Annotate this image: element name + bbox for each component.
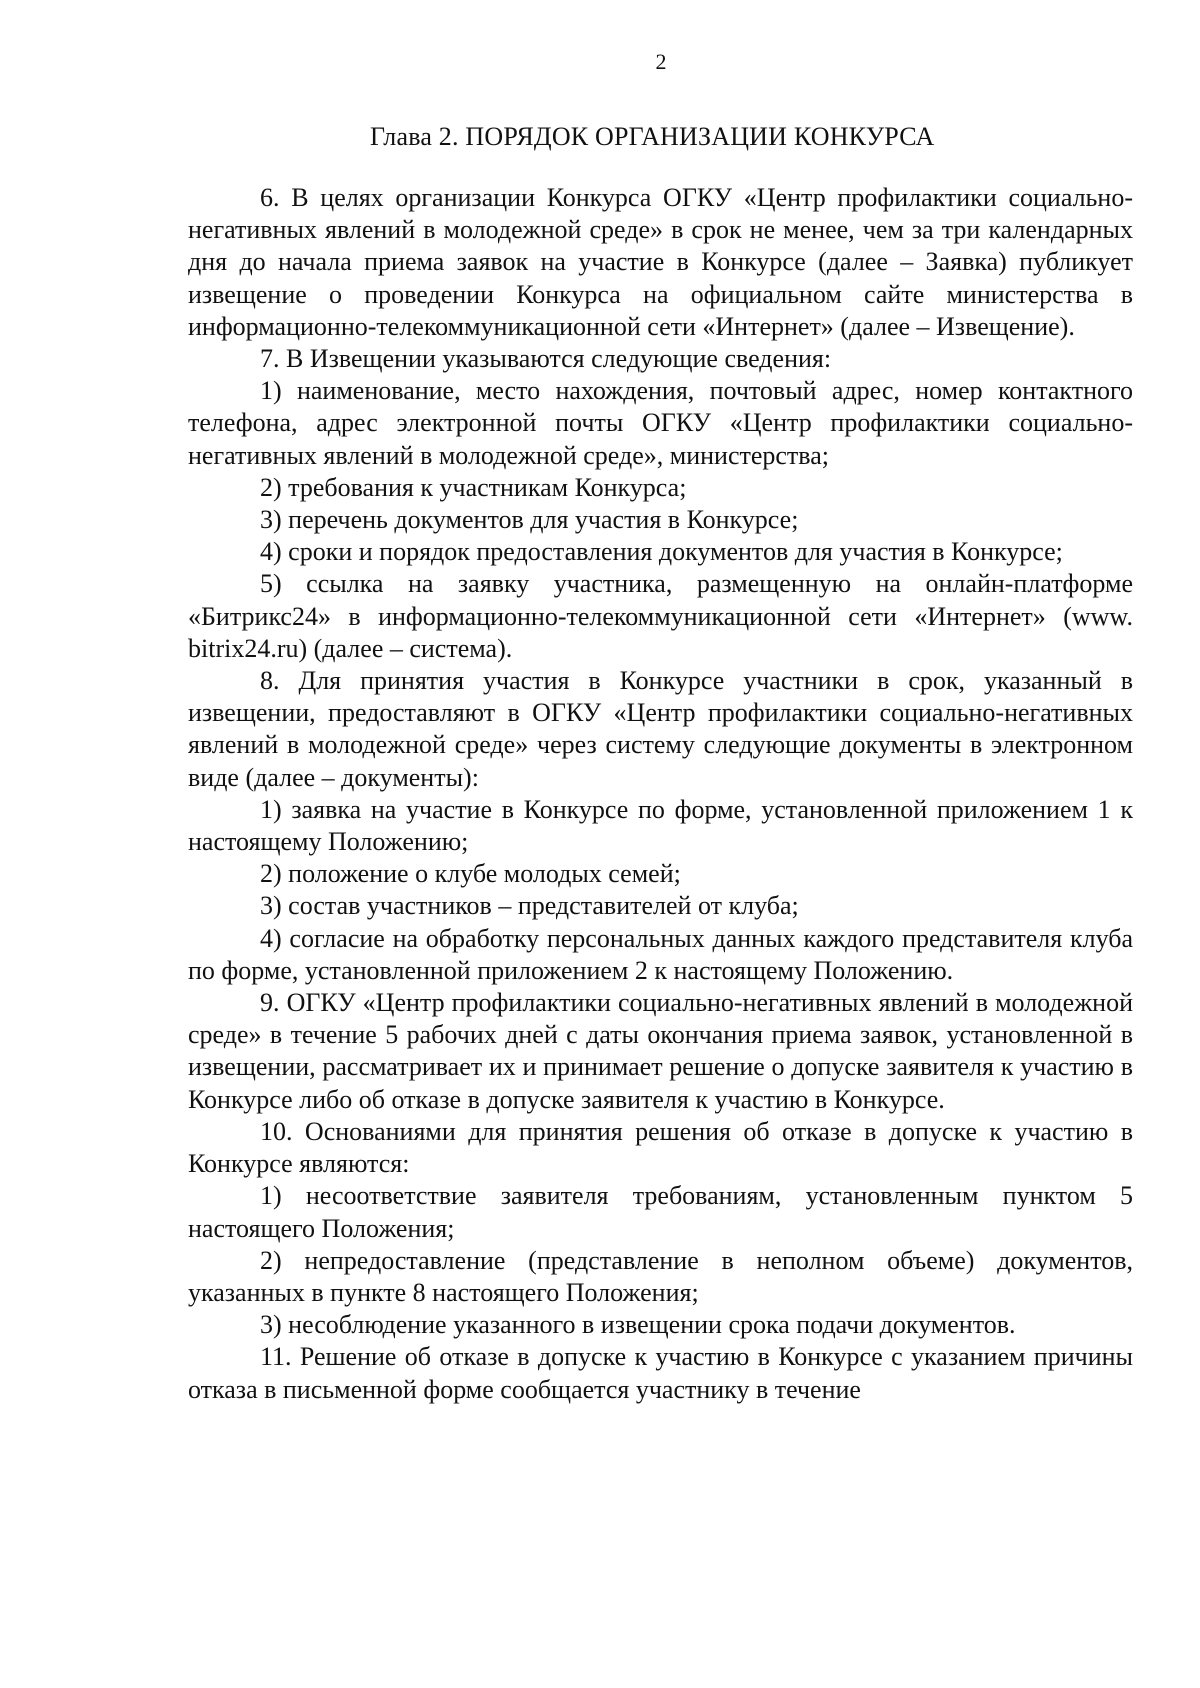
document-body bbox=[188, 182, 1133, 1406]
paragraph-8: 8. Для принятия участия в Конкурсе участники в срок, указанный в извещении, предоставляют в ОГКУ «Центр профилактики социально-негативных явлений в молодежной среде» через систему следующие документы в электронном виде (далее – документы): bbox=[188, 666, 1133, 792]
paragraph-10-item-1: 1) несоответствие заявителя требованиям, установленным пунктом 5 настоящего Положения; bbox=[188, 1181, 1133, 1243]
paragraph-7-item-1: 1) наименование, место нахождения, почтовый адрес, номер контактного телефона, адрес электронной почты ОГКУ «Центр профилактики социально-негативных явлений в молодежной среде», министерства; bbox=[188, 376, 1133, 470]
paragraph-10: 10. Основаниями для принятия решения об отказе в допуске к участию в Конкурсе являются: bbox=[188, 1116, 1133, 1179]
chapter-title: Глава 2. ПОРЯДОК ОРГАНИЗАЦИИ КОНКУРСА bbox=[370, 122, 935, 151]
paragraph-10-item-2: 2) непредоставление (представление в неполном объеме) документов, указанных в пункте 8 настоящего Положения; bbox=[188, 1245, 1133, 1307]
paragraph-9: 9. ОГКУ «Центр профилактики социально-негативных явлений в молодежной среде» в течение 5 рабочих дней с даты окончания приема заявок, установленной в извещении, рассматривает их и принимает решение о допуске заявителя к участию в Конкурсе либо об отказе в допуске заявителя к участию в Конкурсе. bbox=[188, 988, 1133, 1114]
paragraph-11: 11. Решение об отказе в допуске к участию в Конкурсе с указанием причины отказа в письменной форме сообщается участнику в течение bbox=[188, 1342, 1133, 1404]
paragraph-10-item-3: 3) несоблюдение указанного в извещении срока подачи документов. bbox=[260, 1310, 1016, 1340]
paragraph-8-item-2: 2) положение о клубе молодых семей; bbox=[260, 859, 681, 889]
paragraph-8-item-1: 1) заявка на участие в Конкурсе по форме, установленной приложением 1 к настоящему Положению; bbox=[188, 794, 1133, 857]
paragraph-8-item-3: 3) состав участников – представителей от клуба; bbox=[260, 891, 799, 921]
paragraph-7-item-4: 4) сроки и порядок предоставления документов для участия в Конкурсе; bbox=[260, 537, 1063, 567]
paragraph-7-item-2: 2) требования к участникам Конкурса; bbox=[260, 472, 687, 502]
paragraph-6: 6. В целях организации Конкурса ОГКУ «Центр профилактики социально-негативных явлений в молодежной среде» в срок не менее, чем за три календарных дня до начала приема заявок на участие в Конкурсе (далее – Заявка) публикует извещение о проведении Конкурса на официальном сайте министерства в информационно-телекоммуникационной сети «Интернет» (далее – Извещение). bbox=[188, 183, 1133, 341]
paragraph-7-item-3: 3) перечень документов для участия в Конкурсе; bbox=[260, 505, 799, 535]
page-number: 2 bbox=[655, 49, 667, 74]
paragraph-8-item-4: 4) согласие на обработку персональных данных каждого представителя клуба по форме, установленной приложением 2 к настоящему Положению. bbox=[188, 923, 1133, 985]
paragraph-7: 7. В Извещении указываются следующие сведения: bbox=[260, 344, 832, 374]
paragraph-7-item-5: 5) ссылка на заявку участника, размещенную на онлайн-платформе «Битрикс24» в информационно-телекоммуникационной сети «Интернет» (www. bitrix24.ru) (далее – система). bbox=[188, 569, 1133, 663]
